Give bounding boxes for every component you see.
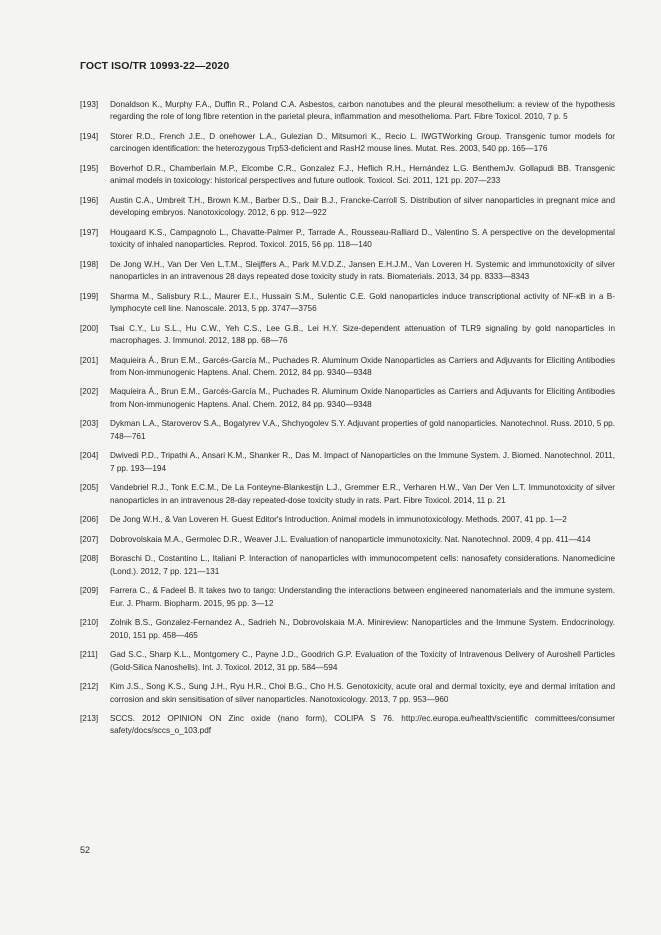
reference-text: De Jong W.H., & Van Loveren H. Guest Editor's Introduction. Animal models in immunotoxicology. Methods. 2007, 41 pp. 1—2 xyxy=(110,515,567,525)
reference-text: Hougaard K.S., Campagnolo L., Chavatte-Palmer P., Tarrade A., Rousseau-Ralliard D., Valentino S. A perspective on the developmental toxicity of inhaled nanoparticles. Reprod. Toxicol. 2015, 56 pp. 118—140 xyxy=(110,227,615,250)
document-header: ГОСТ ISO/TR 10993-22—2020 xyxy=(80,60,230,72)
reference-text: Boverhof D.R., Chamberlain M.P., Elcombe C.R., Gonzalez F.J., Heflich R.H., Hernández L.G. BenthemJv. Gollapudi BB. Transgenic animal models in toxicology: historical perspectives and future outlook. Toxicol. Sci. 2011, 121 pp. 207—233 xyxy=(110,163,615,186)
reference-number: [200] xyxy=(80,323,99,333)
reference-number: [197] xyxy=(80,227,99,237)
reference-text: De Jong W.H., Van Der Ven L.T.M., Sleijffers A., Park M.V.D.Z., Jansen E.H.J.M., Van Loveren H. Systemic and immunotoxicity of silver nanoparticles in an intravenous 28 days repeated dose toxicity study in rats. Biomaterials. 2013, 34 pp. 8333—8343 xyxy=(110,259,615,281)
reference-number: [212] xyxy=(80,682,99,692)
reference-entry xyxy=(80,649,615,674)
reference-text: Vandebriel R.J., Tonk E.C.M., De La Fonteyne-Blankestijn L.J., Gremmer E.R., Verharen H.W., Van Der Ven L.T. Immunotoxicity of silver nanoparticles in an intravenous 28-day repeated-dose toxicity study in rats. Part. Fibre Toxicol. 2014, 11 p. 21 xyxy=(110,483,615,505)
reference-number: [194] xyxy=(80,131,99,141)
reference-number: [195] xyxy=(80,163,99,173)
reference-text: Farrera C., & Fadeel B. It takes two to tango: Understanding the interactions between engineered nanomaterials and the immune system. Eur. J. Pharm. Biopharm. 2015, 95 pp. 3—12 xyxy=(110,586,615,608)
reference-text: Dwivedi P.D., Tripathi A., Ansari K.M., Shanker R., Das M. Impact of Nanoparticles on the Immune System. J. Biomed. Nanotechnol. 2011, 7 pp. 193—194 xyxy=(110,451,615,473)
reference-entry xyxy=(80,259,615,284)
reference-text: Dobrovolskaia M.A., Germolec D.R., Weaver J.L. Evaluation of nanoparticle immunotoxicity. Nat. Nanotechnol. 2009, 4 pp. 411—414 xyxy=(110,534,591,544)
reference-entry xyxy=(80,418,615,443)
reference-entry xyxy=(80,450,615,475)
reference-number: [193] xyxy=(80,100,99,109)
reference-number: [198] xyxy=(80,259,99,269)
reference-number: [208] xyxy=(80,554,99,564)
reference-number: [203] xyxy=(80,419,99,429)
reference-text: Maquieira Á., Brun E.M., Garcés-García M., Puchades R. Aluminum Oxide Nanoparticles as Carriers and Adjuvants for Eliciting Antibodies from Non-immunogenic Haptens. Anal. Chem. 2012, 84 pp. 9340—9348 xyxy=(110,387,615,409)
reference-text: Boraschi D., Costantino L., Italiani P. Interaction of nanoparticles with immunocompetent cells: nanosafety considerations. Nanomedicine (Lond.). 2012, 7 pp. 121—131 xyxy=(110,554,615,576)
reference-number: [210] xyxy=(80,618,99,628)
reference-entry xyxy=(80,713,615,738)
reference-entry xyxy=(80,553,615,578)
reference-entry xyxy=(80,482,615,507)
reference-entry xyxy=(80,291,615,316)
reference-number: [213] xyxy=(80,714,99,724)
reference-text: Kim J.S., Song K.S., Sung J.H., Ryu H.R., Choi B.G., Cho H.S. Genotoxicity, acute oral and dermal toxicity, eye and dermal irritation and corrosion and skin sensitisation of silver nanoparticles. Nanotoxicology. 2013, 7 pp. 953—960 xyxy=(110,682,615,704)
reference-entry xyxy=(80,99,615,124)
reference-text: Tsai C.Y., Lu S.L., Hu C.W., Yeh C.S., Lee G.B., Lei H.Y. Size-dependent attenuation of TLR9 signaling by gold nanoparticles in macrophages. J. Immunol. 2012, 188 pp. 68—76 xyxy=(110,323,615,345)
reference-entry xyxy=(80,131,615,156)
page-number: 52 xyxy=(80,845,91,855)
reference-text: Sharma M., Salisbury R.L., Maurer E.I., Hussain S.M., Sulentic C.E. Gold nanoparticles induce transcriptional activity of NF-κB in a B-lymphocyte cell line. Nanoscale. 2013, 5 pp. 3747—3756 xyxy=(110,291,615,313)
reference-text: Gad S.C., Sharp K.L., Montgomery C., Payne J.D., Goodrich G.P. Evaluation of the Toxicity of Intravenous Delivery of Auroshell Particles (Gold-Silica Nanoshells). Int. J. Toxicol. 2012, 31 pp. 584—594 xyxy=(110,650,615,672)
reference-entry xyxy=(80,617,615,642)
reference-text: Dykman L.A., Staroverov S.A., Bogatyrev V.A., Shchyogolev S.Y. Adjuvant properties of gold nanoparticles. Nanotechnol. Russ. 2010, 5 pp. 748—761 xyxy=(110,419,615,441)
reference-number: [202] xyxy=(80,387,99,397)
reference-entry xyxy=(80,323,615,348)
reference-text: Maquieira Á., Brun E.M., Garcés-García M., Puchades R. Aluminum Oxide Nanoparticles as Carriers and Adjuvants for Eliciting Antibodies from Non-immunogenic Haptens. Anal. Chem. 2012, 84 pp. 9340—9348 xyxy=(110,355,615,377)
reference-text: SCCS. 2012 OPINION ON Zinc oxide (nano form), COLIPA S 76. http://ec.europa.eu/health/scientific committees/consumer safety/docs/sccs_o_103.pdf xyxy=(110,714,615,736)
reference-text: Donaldson K., Murphy F.A., Duffin R., Poland C.A. Asbestos, carbon nanotubes and the pleural mesothelium: a review of the hypothesis regarding the role of long fibre retention in the parietal pleura, inflammation and mesothelioma. Part. Fibre Toxicol. 2010, 7 p. 5 xyxy=(110,100,615,122)
reference-number: [211] xyxy=(80,650,98,660)
reference-text: Zolnik B.S., Gonzalez-Fernandez A., Sadrieh N., Dobrovolskaia M.A. Minireview: Nanoparticles and the Immune System. Endocrinology. 2010, 151 pp. 458—465 xyxy=(110,618,615,640)
reference-entry xyxy=(80,355,615,380)
reference-number: [206] xyxy=(80,515,99,525)
reference-number: [201] xyxy=(80,355,99,365)
reference-number: [204] xyxy=(80,451,99,461)
reference-entry xyxy=(80,195,615,220)
reference-number: [207] xyxy=(80,534,99,544)
reference-entry xyxy=(80,534,615,546)
reference-number: [199] xyxy=(80,291,99,301)
reference-entry xyxy=(80,514,615,526)
reference-entry xyxy=(80,227,615,252)
reference-number: [205] xyxy=(80,483,99,493)
reference-entry xyxy=(80,386,615,411)
reference-number: [209] xyxy=(80,586,99,596)
reference-text: Austin C.A., Umbreit T.H., Brown K.M., Barber D.S., Dair B.J., Francke-Carroll S. Distribution of silver nanoparticles in pregnant mice and developing embryos. Nanotoxicology. 2012, 6 pp. 912—922 xyxy=(110,195,615,218)
reference-text: Storer R.D., French J.E., D onehower L.A., Gulezian D., Mitsumori K., Recio L. IWGTWorking Group. Transgenic tumor models for carcinogen identification: the heterozygous Trp53-deficient and RasH2 mouse lines. Mutat. Res. 2003, 540 pp. 165—176 xyxy=(110,131,615,154)
reference-list xyxy=(80,99,615,745)
reference-entry xyxy=(80,681,615,706)
reference-entry xyxy=(80,163,615,188)
reference-entry xyxy=(80,585,615,610)
reference-number: [196] xyxy=(80,195,99,205)
